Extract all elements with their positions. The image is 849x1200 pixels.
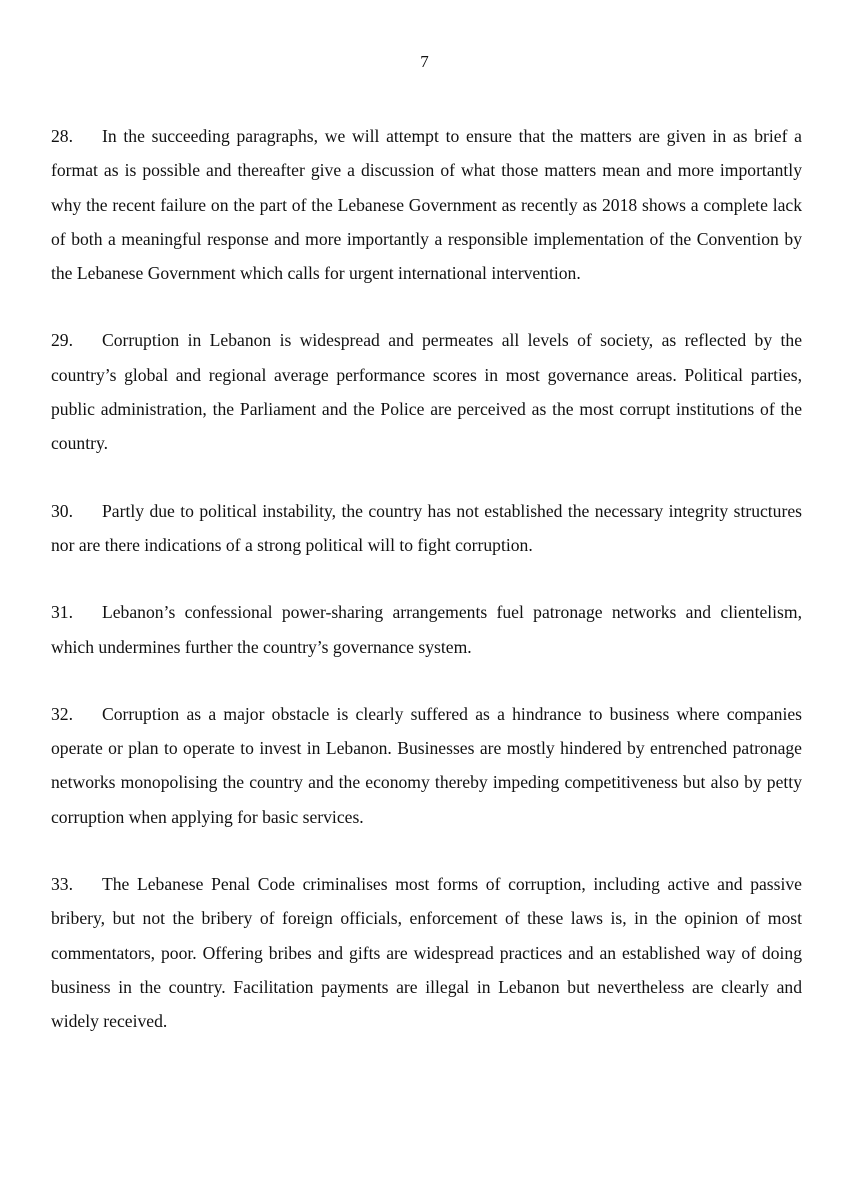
- paragraph-32: [51, 697, 802, 834]
- paragraph-text: Corruption as a major obstacle is clearly suffered as a hindrance to business where companies operate or plan to operate to invest in Lebanon. Businesses are mostly hindered by entrenched patronage networks monopolising the country and the economy thereby impeding competitiveness but also by petty corruption when applying for basic services.: [51, 703, 802, 827]
- paragraph-number: 29.: [51, 330, 73, 351]
- paragraph-31: [51, 595, 802, 664]
- paragraph-text: The Lebanese Penal Code criminalises most forms of corruption, including active and passive bribery, but not the bribery of foreign officials, enforcement of these laws is, in the opinion of most commentators, poor. Offering bribes and gifts are widespread practices and an established way of doing business in the country. Facilitation payments are illegal in Lebanon but nevertheless are clearly and widely received.: [51, 874, 802, 1032]
- paragraph-text: Lebanon’s confessional power-sharing arrangements fuel patronage networks and clientelism, which undermines further the country’s governance system.: [51, 602, 802, 657]
- paragraph-30: [51, 494, 802, 563]
- paragraph-text: Partly due to political instability, the country has not established the necessary integrity structures nor are there indications of a strong political will to fight corruption.: [51, 500, 802, 555]
- paragraph-33: [51, 867, 802, 1038]
- page-number: 7: [420, 52, 429, 71]
- paragraph-number: 31.: [51, 602, 73, 623]
- document-body: [51, 119, 802, 1072]
- paragraph-29: [51, 323, 802, 460]
- paragraph-number: 32.: [51, 703, 73, 724]
- paragraph-number: 33.: [51, 874, 73, 895]
- paragraph-number: 30.: [51, 500, 73, 521]
- paragraph-text: In the succeeding paragraphs, we will attempt to ensure that the matters are given in as brief a format as is possible and thereafter give a discussion of what those matters mean and more importantly why the recent failure on the part of the Lebanese Government as recently as 2018 shows a complete lack of both a meaningful response and more importantly a responsible implementation of the Convention by the Lebanese Government which calls for urgent international intervention.: [51, 126, 802, 284]
- paragraph-number: 28.: [51, 126, 73, 146]
- paragraph-28: [51, 119, 802, 290]
- paragraph-text: Corruption in Lebanon is widespread and permeates all levels of society, as reflected by the country’s global and regional average performance scores in most governance areas. Political parties, public administration, the Parliament and the Police are perceived as the most corrupt institutions of the country.: [51, 330, 802, 454]
